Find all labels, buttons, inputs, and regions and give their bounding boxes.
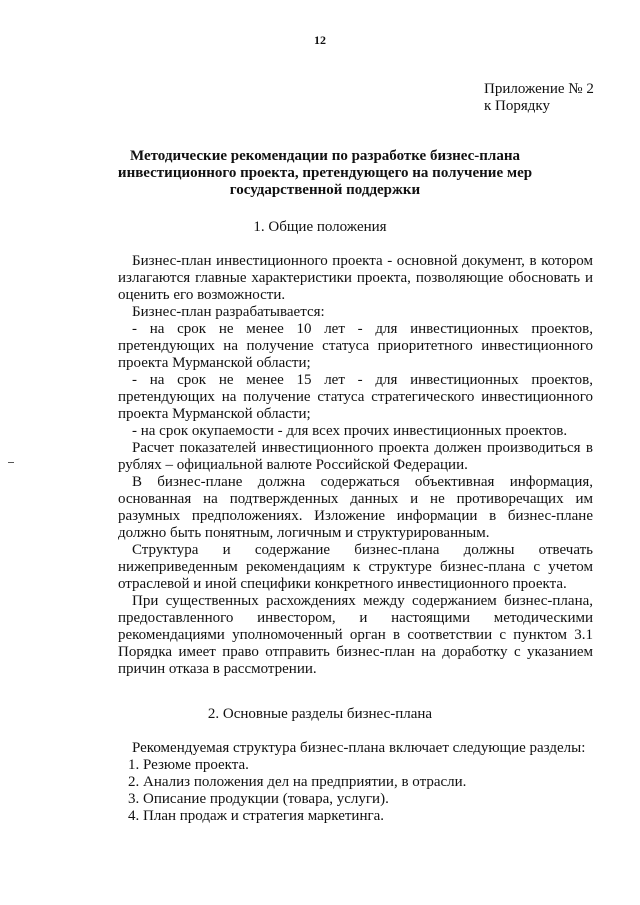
title-line-3: государственной поддержки — [229, 182, 421, 198]
document-title — [100, 148, 550, 199]
paragraph-objective-info: В бизнес-плане должна содержаться объективная информация, основанная на подтвержденных данных и не противоречащих им разумных предположениях. Изложение информации в бизнес-плане должно быть понятным, логичным и структурированным. — [118, 474, 593, 541]
margin-mark — [8, 462, 14, 463]
section-1-heading: 1. Общие положения — [253, 219, 387, 235]
section-2-body — [118, 740, 593, 825]
title-line-1: Методические рекомендации по разработке бизнес-плана — [130, 148, 520, 164]
section-2-intro: Рекомендуемая структура бизнес-плана включает следующие разделы: — [132, 740, 586, 756]
appendix-line-2: к Порядку — [484, 98, 550, 114]
list-item-payback: - на срок окупаемости - для всех прочих инвестиционных проектов. — [132, 423, 568, 439]
paragraph-structure: Структура и содержание бизнес-плана должны отвечать нижеприведенным рекомендациям к структуре бизнес-плана с учетом отраслевой и иной специфики конкретного инвестиционного проекта. — [118, 542, 593, 592]
list-item: 2. Анализ положения дел на предприятии, в отрасли. — [128, 774, 467, 790]
appendix-line-1: Приложение № 2 — [484, 81, 594, 97]
paragraph-developed: Бизнес-план разрабатывается: — [132, 304, 325, 320]
paragraph-currency: Расчет показателей инвестиционного проекта должен производиться в рублях – официальной валюте Российской Федерации. — [118, 440, 593, 473]
list-item: 3. Описание продукции (товара, услуги). — [128, 791, 389, 807]
list-item-strategic: - на срок не менее 15 лет - для инвестиционных проектов, претендующих на получение статуса стратегического инвестиционного проекта Мурманской области; — [118, 372, 593, 422]
paragraph-purpose: Бизнес-план инвестиционного проекта - основной документ, в котором излагаются главные характеристики проекта, позволяющие обосновать и оценить его возможности. — [118, 253, 593, 303]
title-line-2: инвестиционного проекта, претендующего на получение мер — [117, 165, 533, 181]
section-2-heading: 2. Основные разделы бизнес-плана — [207, 706, 433, 722]
section-1-body — [118, 253, 593, 678]
list-item: 1. Резюме проекта. — [128, 757, 249, 773]
appendix-label — [484, 81, 594, 115]
paragraph-discrepancies: При существенных расхождениях между содержанием бизнес-плана, предоставленного инвестором, и настоящими методическими рекомендациями уполномоченный орган в соответствии с пунктом 3.1 Порядка имеет право отправить бизнес-план на доработку с указанием причин отказа в рассмотрении. — [118, 593, 593, 677]
page-number: 12 — [314, 33, 326, 47]
list-item-priority: - на срок не менее 10 лет - для инвестиционных проектов, претендующих на получение статуса приоритетного инвестиционного проекта Мурманской области; — [118, 321, 593, 371]
list-item: 4. План продаж и стратегия маркетинга. — [128, 808, 385, 824]
